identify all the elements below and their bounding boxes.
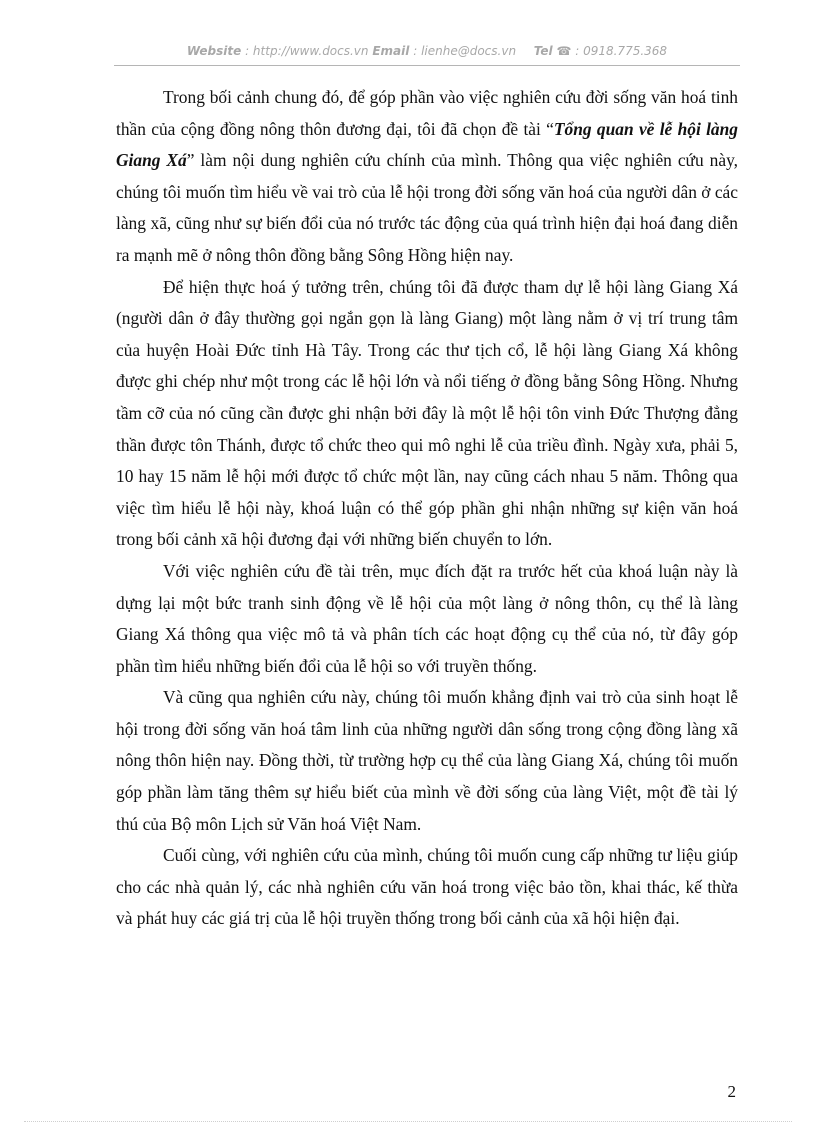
document-body [116,82,738,935]
paragraph-5: Cuối cùng, với nghiên cứu của mình, chúng tôi muốn cung cấp những tư liệu giúp cho các nhà quản lý, các nhà nghiên cứu văn hoá trong việc bảo tồn, khai thác, kế thừa và phát huy các giá trị của lễ hội truyền thống trong bối cảnh của xã hội hiện đại. [116,845,738,929]
paragraph-1-intro: Trong bối cảnh chung đó, để góp phần vào việc nghiên cứu đời sống văn hoá tinh thần của cộng đồng nông thôn đương đại, tôi đã chọn đề tài “ [116,87,738,139]
email-address[interactable]: : lienhe@docs.vn [413,44,517,58]
paragraph-4: Và cũng qua nghiên cứu này, chúng tôi muốn khẳng định vai trò của sinh hoạt lễ hội trong đời sống văn hoá tâm linh của những người dân sống trong cộng đồng làng xã nông thôn hiện nay. Đồng thời, từ trường hợp cụ thể của làng Giang Xá, chúng tôi muốn góp phần làm tăng thêm sự hiểu biết của mình về đời sống của làng Việt, một đề tài lý thú của Bộ môn Lịch sử Văn hoá Việt Nam. [116,687,738,834]
thesis-title: Tổng quan về lễ hội làng Giang Xá [116,118,738,171]
website-label: Website [186,44,242,58]
page-bottom-rule [24,1121,792,1122]
email-label: Email [372,44,410,58]
tel-label: Tel [533,44,553,58]
paragraph-1 [116,82,738,272]
page-header [114,44,740,64]
paragraph-2: Để hiện thực hoá ý tưởng trên, chúng tôi đã được tham dự lễ hội làng Giang Xá (người dân ở đây thường gọi ngắn gọn là làng Giang) một làng nằm ở vị trí trung tâm của huyện Hoài Đức tỉnh Hà Tây. Trong các thư tịch cổ, lễ hội làng Giang Xá không được ghi chép như một trong các lễ hội lớn và nổi tiếng ở đồng bằng Sông Hồng. Nhưng tầm cỡ của nó cũng cần được ghi nhận bởi đây là một lễ hội tôn vinh Đức Thượng đẳng thần được tôn Thánh, được tổ chức theo qui mô nghi lễ của triều đình. Ngày xưa, phải 5, 10 hay 15 năm lễ hội mới được tổ chức một lần, nay cũng cách nhau 5 năm. Thông qua việc tìm hiểu lễ hội này, khoá luận có thể góp phần ghi nhận những sự kiện văn hoá trong bối cảnh xã hội đương đại với những biến chuyển to lớn. [116,276,738,550]
header-rule [114,65,740,66]
paragraph-3: Với việc nghiên cứu đề tài trên, mục đích đặt ra trước hết của khoá luận này là dựng lại một bức tranh sinh động về lễ hội của một làng ở nông thôn, cụ thể là làng Giang Xá thông qua việc mô tả và phân tích các hoạt động cụ thể của nó, từ đây góp phần tìm hiểu những biến đổi của lễ hội so với truyền thống. [116,560,738,676]
tel-number: : 0918.775.368 [575,44,668,58]
website-url[interactable]: : http://www.docs.vn [245,44,369,58]
phone-icon: ☎ [556,44,572,58]
paragraph-1-rest: ” làm nội dung nghiên cứu chính của mình. Thông qua việc nghiên cứu này, chúng tôi muốn tìm hiểu về vai trò của lễ hội trong đời sống văn hoá của người dân ở các làng xã, cũng như sự biến đổi của nó trước tác động của quá trình hiện đại hoá đang diễn ra mạnh mẽ ở nông thôn đồng bằng Sông Hồng hiện nay. [116,150,738,265]
page-number: 2 [727,1082,736,1101]
